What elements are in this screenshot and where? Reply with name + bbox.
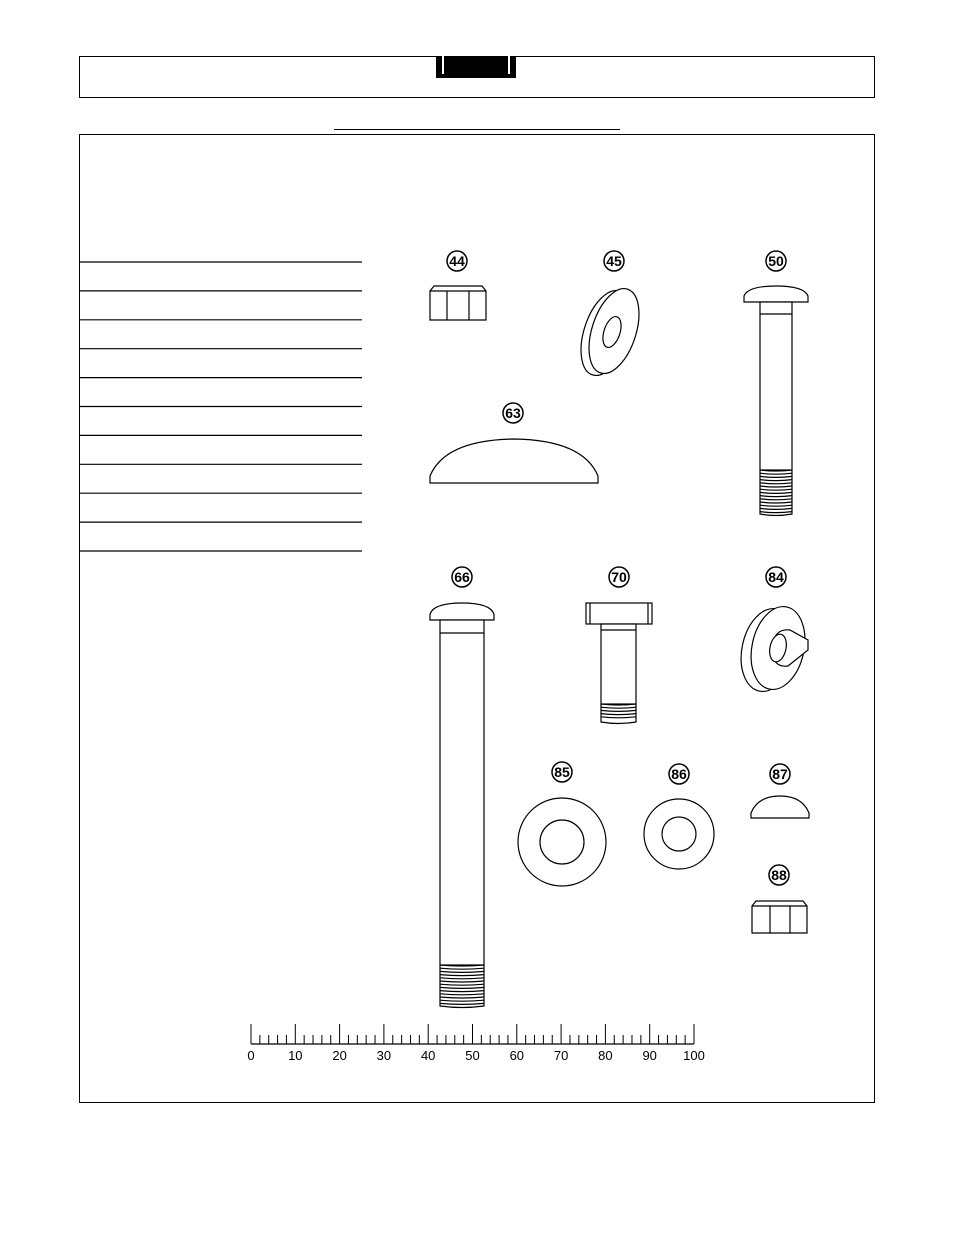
callout-number: 50 [768,253,784,269]
thread-line [440,994,484,995]
callout-part-50 [766,251,786,271]
thread-line [760,483,792,484]
callout-part-86 [669,764,689,784]
thread-line [760,502,792,503]
c-clip-part-84 [734,602,812,697]
thread-line [440,981,484,982]
ruler-tick-label: 60 [509,1048,525,1063]
callout-number: 84 [768,569,784,585]
thread-line [440,987,484,988]
ruler-tick-label: 30 [376,1048,392,1063]
ruler-tick-label: 80 [598,1048,613,1063]
nut-part-88 [752,901,807,933]
thread-line [760,489,792,490]
thread-line [440,1000,484,1001]
dome-cap-part-63 [430,439,598,483]
thread-line [760,496,792,497]
dome-cap-part-87 [751,796,809,818]
callout-part-44 [447,251,467,271]
thread-line [760,508,792,509]
shoulder-bolt-part-70 [586,603,652,724]
thread-line [601,710,636,711]
thread-line [440,968,484,969]
ruler-tick-label: 70 [553,1048,569,1063]
ruler-tick-label: 20 [332,1048,347,1063]
thread-line [440,1003,484,1004]
thread-line [760,512,792,513]
washer-part-45 [571,282,648,381]
ruler-tick-label: 0 [247,1048,255,1063]
parts-list-rows [79,262,362,551]
callout-number: 45 [606,253,622,269]
callout-number: 70 [611,569,627,585]
callout-part-70 [609,567,629,587]
bolt-part-66 [430,603,494,1008]
callout-part-66 [452,567,472,587]
thread-line [760,473,792,474]
thread-line [760,480,792,481]
thread-line [440,991,484,992]
measurement-ruler [247,1024,704,1063]
thread-line [760,505,792,506]
washer-part-85 [518,798,606,886]
callout-number: 85 [554,764,570,780]
callout-number: 66 [454,569,470,585]
thread-line [760,492,792,493]
thread-line [601,707,636,708]
callout-part-85 [552,762,572,782]
callout-number: 44 [449,253,465,269]
callout-part-63 [503,403,523,423]
callout-number: 88 [771,867,787,883]
callout-part-87 [770,764,790,784]
thread-line [440,971,484,972]
ruler-tick-label: 10 [288,1048,303,1063]
bolt-part-50 [744,286,808,516]
thread-line [760,486,792,487]
thread-line [601,714,636,715]
nut-part-44 [430,286,486,320]
thread-line [760,499,792,500]
callout-part-84 [766,567,786,587]
washer-part-86 [644,799,714,869]
callout-number: 87 [772,766,788,782]
thread-line [440,984,484,985]
thread-line [760,476,792,477]
thread-line [440,978,484,979]
thread-line [440,997,484,998]
callout-number: 86 [671,766,687,782]
ruler-tick-label: 100 [683,1048,705,1063]
thread-line [440,975,484,976]
ruler-tick-label: 50 [465,1048,480,1063]
ruler-tick-label: 90 [642,1048,657,1063]
callout-part-88 [769,865,789,885]
thread-line [601,717,636,718]
callout-part-45 [604,251,624,271]
ruler-tick-label: 40 [420,1048,436,1063]
callout-number: 63 [505,405,521,421]
